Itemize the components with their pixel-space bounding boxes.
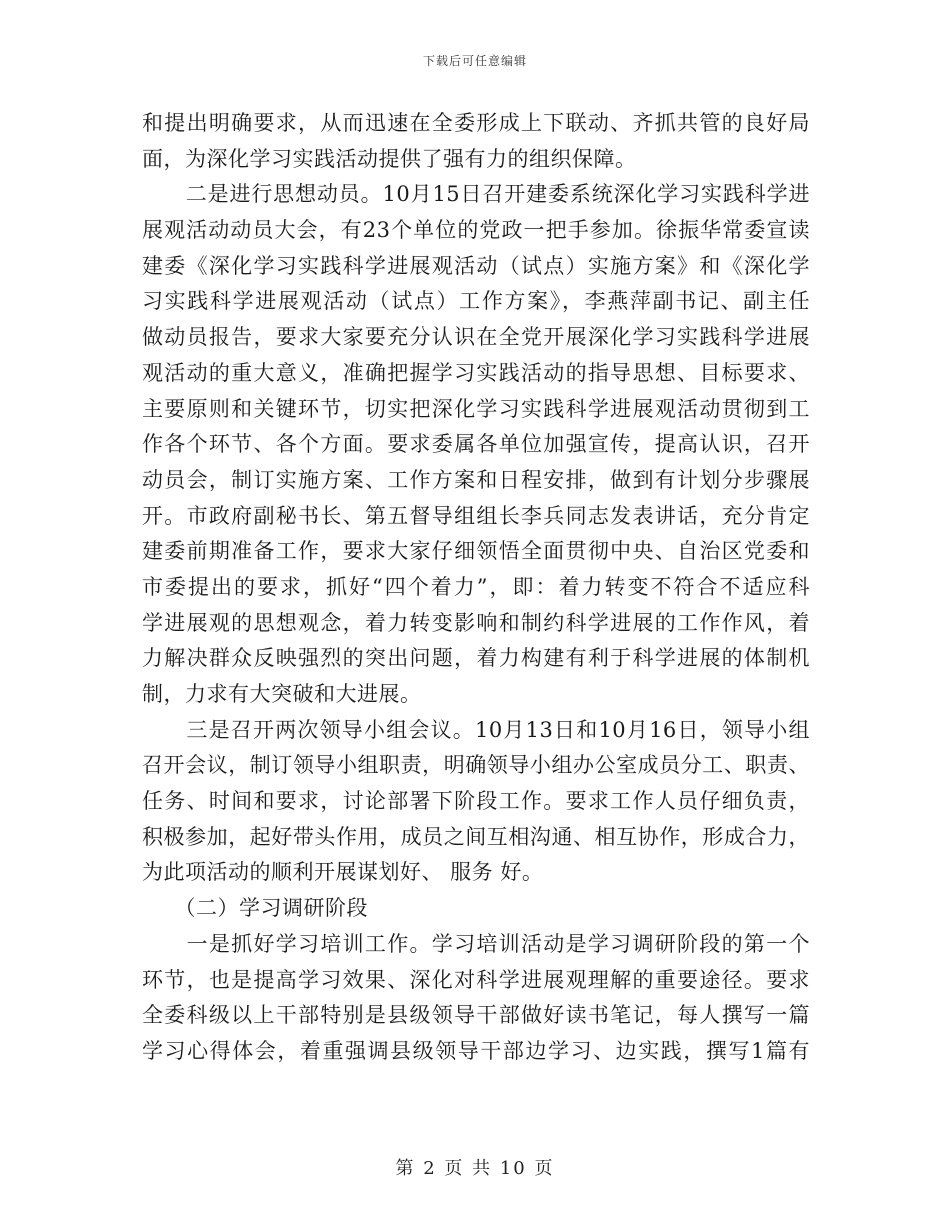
text-line: 观活动的重大意义，准确把握学习实践活动的指导思想、目标要求、 [142,360,810,385]
text-line: 环节，也是提高学习效果、深化对科学进展观理解的重要途径。要求 [142,967,810,992]
text-line: 做动员报告，要求大家要充分认识在全党开展深化学习实践科学进展 [142,325,810,350]
text-line: 一是抓好学习培训工作。学习培训活动是学习调研阶段的第一个 [142,931,810,956]
document-body [142,106,810,1070]
text-line: 全委科级以上干部特别是县级领导干部做好读书笔记，每人撰写一篇 [142,1003,810,1028]
text-line: 建委前期准备工作，要求大家仔细领悟全面贯彻中央、自治区党委和 [142,539,810,564]
text-line: 市委提出的要求，抓好“四个着力”，即：着力转变不符合不适应科 [142,574,810,599]
page-header: 下载后可任意编辑 [422,54,527,68]
text-line: 学习心得体会，着重强调县级领导干部边学习、边实践，撰写1篇有 [142,1038,810,1063]
text-line: 力解决群众反映强烈的突出问题，着力构建有利于科学进展的体制机 [142,646,810,671]
text-line: 和提出明确要求，从而迅速在全委形成上下联动、齐抓共管的良好局 [142,111,810,135]
text-line: 为此项活动的顺利开展谋划好、 服务 好。 [142,860,544,885]
text-line: 作各个环节、各个方面。要求委属各单位加强宣传，提高认识，召开 [142,432,810,457]
text-line: 建委《深化学习实践科学进展观活动（试点）实施方案》和《深化学 [142,253,810,278]
text-line: 面，为深化学习实践活动提供了强有力的组织保障。 [142,146,637,171]
text-line: 动员会，制订实施方案、工作方案和日程安排，做到有计划分步骤展 [142,467,810,492]
text-line: 主要原则和关键环节，切实把深化学习实践科学进展观活动贯彻到工 [142,396,810,421]
section-heading: （二）学习调研阶段 [142,896,368,921]
text-line: 二是进行思想动员。10月15日召开建委系统深化学习实践科学进 [142,182,810,207]
text-line: 积极参加，起好带头作用，成员之间互相沟通、相互协作，形成合力， [142,824,810,849]
text-line: 制，力求有大突破和大进展。 [142,682,422,706]
text-line: 习实践科学进展观活动（试点）工作方案》，李燕萍副书记、副主任 [142,289,810,314]
text-line: 三是召开两次领导小组会议。10月13日和10月16日，领导小组 [142,717,810,742]
text-line: 召开会议，制订领导小组职责，明确领导小组办公室成员分工、职责、 [142,753,810,778]
text-line: 任务、时间和要求，讨论部署下阶段工作。要求工作人员仔细负责， [142,789,810,814]
text-line: 展观活动动员大会，有23个单位的党政一把手参加。徐振华常委宣读 [142,218,810,243]
text-line: 开。市政府副秘书长、第五督导组组长李兵同志发表讲话，充分肯定 [142,503,810,528]
page-footer: 第 2 页 共 10 页 [395,1158,555,1179]
text-line: 学进展观的思想观念，着力转变影响和制约科学进展的工作作风，着 [142,610,810,635]
